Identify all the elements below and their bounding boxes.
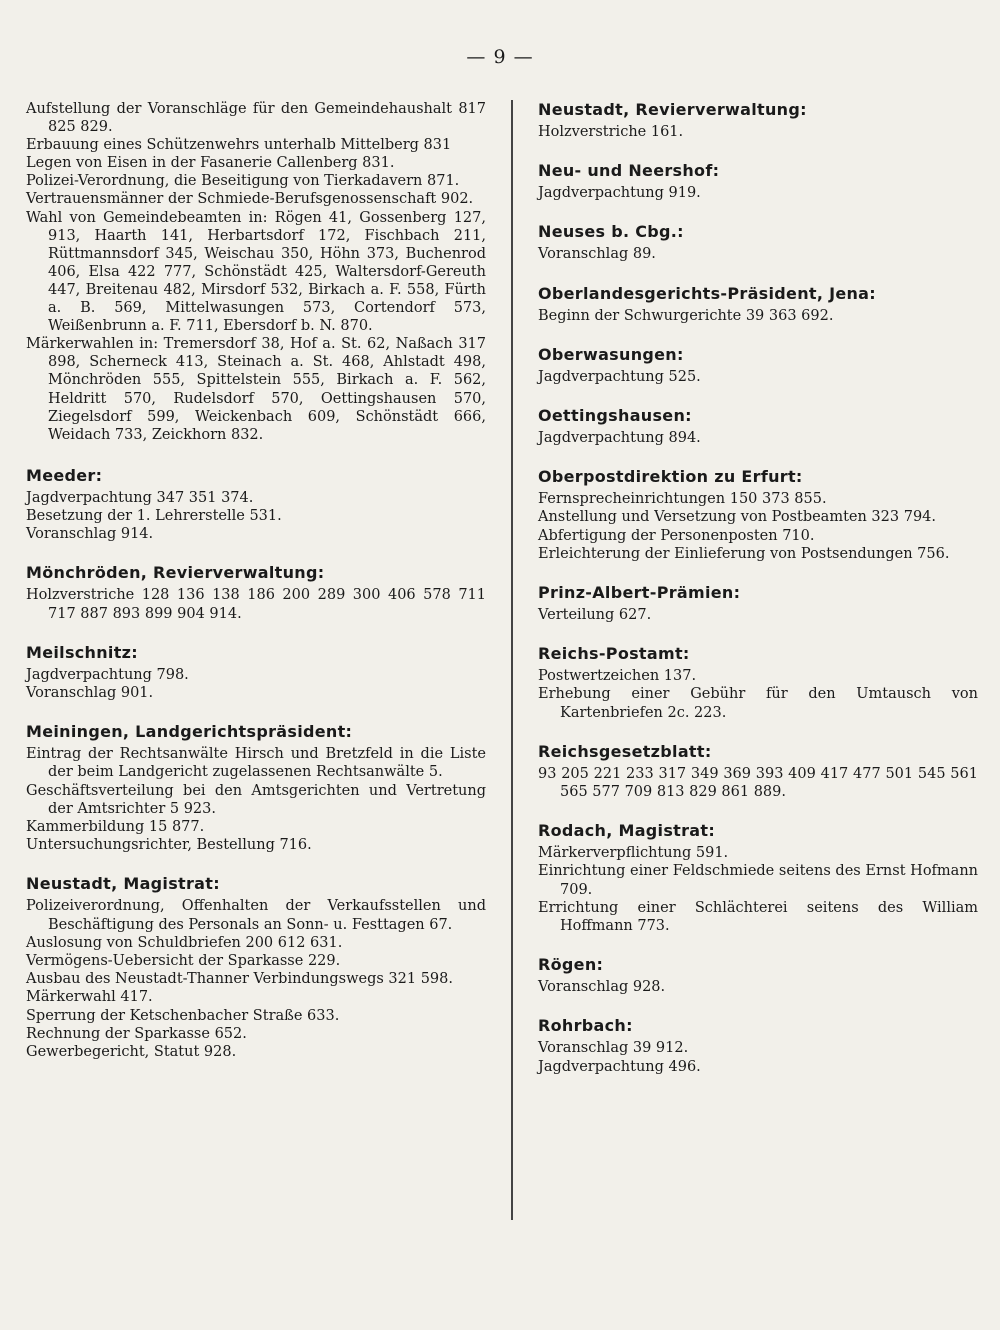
section-heading: Prinz-Albert-Prämien: <box>538 583 741 603</box>
index-section <box>538 100 978 141</box>
section-heading: Oberpostdirektion zu Erfurt: <box>538 467 803 487</box>
index-entry: Wahl von Gemeindebeamten in: Rögen 41, Gossenberg 127, 913, Haarth 141, Herbartsdorf 172, Fischbach 211, Rüttmannsdorf 345, Weischau 350, Höhn 373, Buchenrod 406, Elsa 422 777, Schönstädt 425, Waltersdorf-Gereuth 447, Breitenau 482, Mirsdorf 532, Birkach a. F. 558, Fürth a. B. 569, Mittelwasungen 573, Cortendorf 573, Weißenbrunn a. F. 711, Ebersdorf b. N. 870. <box>26 209 486 335</box>
section-heading: Rögen: <box>538 955 604 975</box>
index-entry: Jagdverpachtung 496. <box>538 1058 701 1075</box>
section-heading: Neuses b. Cbg.: <box>538 222 684 242</box>
index-entry: Untersuchungsrichter, Bestellung 716. <box>26 837 312 854</box>
index-entry: Kammerbildung 15 877. <box>26 819 205 836</box>
index-entry: Polizeiverordnung, Offenhalten der Verkaufsstellen und Beschäftigung des Personals an Sonn- u. Festtagen 67. <box>26 898 486 933</box>
index-entry: Vermögens-Uebersicht der Sparkasse 229. <box>26 953 341 970</box>
page-number: — 9 — <box>466 46 534 68</box>
index-entry: Sperrung der Ketschenbacher Straße 633. <box>26 1007 340 1024</box>
index-entry: Aufstellung der Voranschläge für den Gemeindehaushalt 817 825 829. <box>26 101 486 136</box>
section-heading: Meiningen, Landgerichtspräsident: <box>26 722 353 742</box>
index-section <box>538 821 978 935</box>
index-entry: Jagdverpachtung 347 351 374. <box>26 489 254 506</box>
section-heading: Oberlandesgerichts-Präsident, Jena: <box>538 283 876 303</box>
index-entry: Märkerverpflichtung 591. <box>538 845 729 862</box>
column-divider <box>511 100 513 1220</box>
index-section <box>538 406 978 447</box>
index-entry: Voranschlag 39 912. <box>538 1040 689 1057</box>
index-section <box>538 345 978 386</box>
index-entry: Voranschlag 914. <box>26 526 154 543</box>
index-entry: Holzverstriche 128 136 138 186 200 289 300 406 578 711 717 887 893 899 904 914. <box>26 587 486 622</box>
index-section <box>538 284 978 325</box>
section-heading: Rohrbach: <box>538 1016 633 1036</box>
index-entry: Märkerwahlen in: Tremersdorf 38, Hof a. St. 62, Naßach 317 898, Scherneck 413, Steinach a. St. 468, Ahlstadt 498, Mönchröden 555, Spittelstein 555, Birkach a. F. 562, Heldritt 570, Rudelsdorf 570, Oettingshausen 570, Ziegelsdorf 599, Weickenbach 609, Schönstädt 666, Weidach 733, Zeickhorn 832. <box>26 336 486 443</box>
index-section <box>538 161 978 202</box>
index-entry: Vertrauensmänner der Schmiede-Berufsgenossenschaft 902. <box>26 191 474 208</box>
section-heading: Rodach, Magistrat: <box>538 821 716 841</box>
index-entry: Anstellung und Versetzung von Postbeamten 323 794. <box>538 509 936 526</box>
index-entry: Beginn der Schwurgerichte 39 363 692. <box>538 307 834 324</box>
index-entry: Eintrag der Rechtsanwälte Hirsch und Bretzfeld in die Liste der beim Landgericht zugelassenen Rechtsanwälte 5. <box>26 746 486 781</box>
index-section <box>538 583 978 624</box>
section-heading: Oberwasungen: <box>538 344 684 364</box>
index-entry: Märkerwahl 417. <box>26 989 153 1006</box>
index-entry: Ausbau des Neustadt-Thanner Verbindungswegs 321 598. <box>26 971 453 988</box>
index-entry: Abfertigung der Personenposten 710. <box>538 527 815 544</box>
section-heading: Neustadt, Magistrat: <box>26 874 220 894</box>
index-entry: Einrichtung einer Feldschmiede seitens des Ernst Hofmann 709. <box>538 863 978 898</box>
index-section <box>538 467 978 563</box>
index-entry: Erleichterung der Einlieferung von Postsendungen 756. <box>538 545 950 562</box>
index-entry: 93 205 221 233 317 349 369 393 409 417 477 501 545 561 565 577 709 813 829 861 889. <box>538 765 978 801</box>
index-entry: Jagdverpachtung 919. <box>538 185 701 202</box>
index-entry: Erhebung einer Gebühr für den Umtausch von Kartenbriefen 2c. 223. <box>538 686 978 721</box>
section-heading: Meilschnitz: <box>26 642 138 662</box>
index-entry: Erbauung eines Schützenwehrs unterhalb Mittelberg 831 <box>26 137 452 154</box>
left-column <box>26 100 486 1081</box>
index-entry: Auslosung von Schuldbriefen 200 612 631. <box>26 934 343 951</box>
index-entry: Besetzung der 1. Lehrerstelle 531. <box>26 507 282 524</box>
index-section <box>26 100 486 444</box>
index-entry: Legen von Eisen in der Fasanerie Callenberg 831. <box>26 155 395 172</box>
index-section <box>26 722 486 854</box>
index-entry: Gewerbegericht, Statut 928. <box>26 1044 237 1061</box>
index-section <box>538 222 978 263</box>
index-entry: Voranschlag 928. <box>538 979 666 996</box>
section-heading: Meeder: <box>26 465 103 485</box>
index-section <box>26 563 486 622</box>
index-entry: Holzverstriche 161. <box>538 124 684 140</box>
index-entry: Rechnung der Sparkasse 652. <box>26 1025 247 1042</box>
index-section <box>26 466 486 544</box>
index-section <box>538 742 978 801</box>
section-heading: Reichs-Postamt: <box>538 644 690 664</box>
index-entry: Jagdverpachtung 798. <box>26 666 189 683</box>
section-heading: Mönchröden, Revierverwaltung: <box>26 563 325 583</box>
index-section <box>538 955 978 996</box>
index-entry: Geschäftsverteilung bei den Amtsgerichten und Vertretung der Amtsrichter 5 923. <box>26 782 486 817</box>
index-entry: Polizei-Verordnung, die Beseitigung von Tierkadavern 871. <box>26 173 460 190</box>
section-heading: Oettingshausen: <box>538 406 692 426</box>
section-heading: Reichsgesetzblatt: <box>538 741 712 761</box>
section-heading: Neu- und Neershof: <box>538 161 720 181</box>
index-entry: Voranschlag 89. <box>538 246 656 263</box>
index-entry: Jagdverpachtung 894. <box>538 430 701 447</box>
index-entry: Verteilung 627. <box>538 607 652 624</box>
index-entry: Voranschlag 901. <box>26 685 154 701</box>
index-entry: Postwertzeichen 137. <box>538 668 697 685</box>
index-section <box>538 1016 978 1075</box>
index-entry: Errichtung einer Schlächterei seitens des William Hoffmann 773. <box>538 899 978 935</box>
right-column <box>538 100 978 1096</box>
index-section <box>26 643 486 702</box>
section-heading: Neustadt, Revierverwaltung: <box>538 100 807 119</box>
index-entry: Jagdverpachtung 525. <box>538 368 701 385</box>
index-section <box>26 874 486 1061</box>
index-section <box>538 644 978 722</box>
index-entry: Fernsprecheinrichtungen 150 373 855. <box>538 491 827 508</box>
